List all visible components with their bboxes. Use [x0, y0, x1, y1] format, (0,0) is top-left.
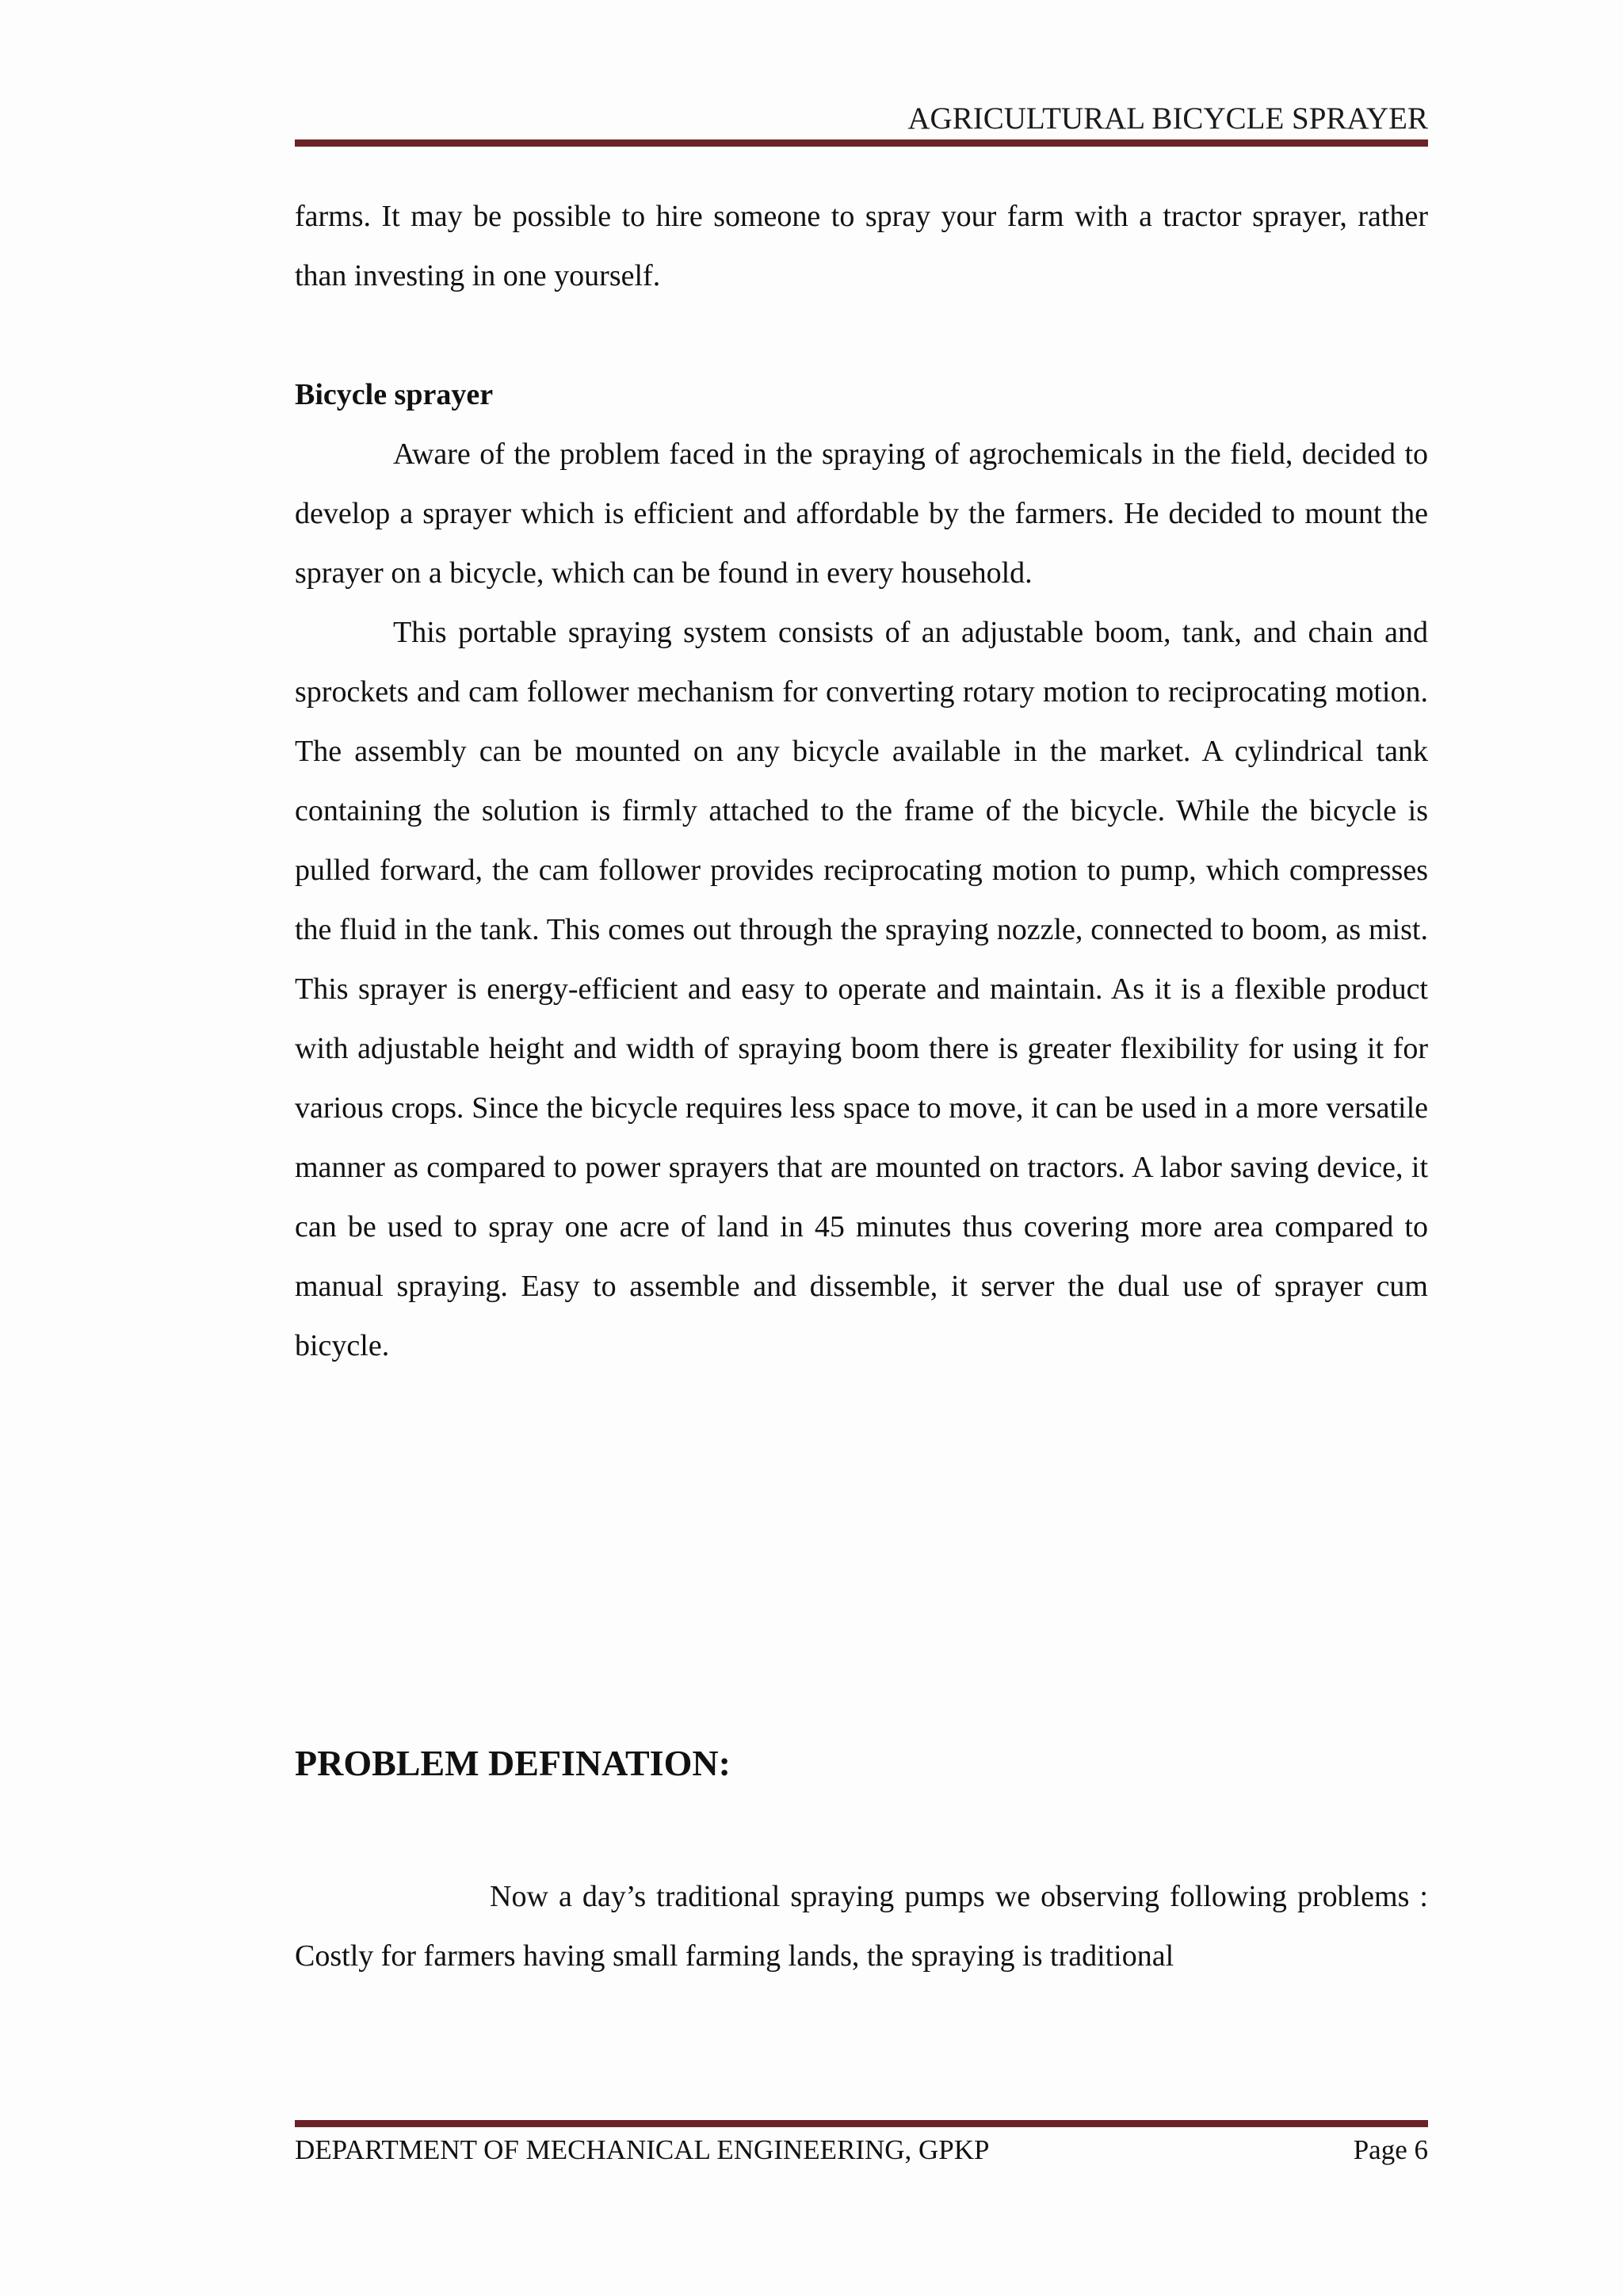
footer-department: DEPARTMENT OF MECHANICAL ENGINEERING, GPKP	[295, 2134, 990, 2165]
bicycle-sprayer-paragraph-2: This portable spraying system consists of an adjustable boom, tank, and chain and sprockets and cam follower mechanism for converting rotary motion to reciprocating motion. The assembly can be mounted on any bicycle available in the market. A cylindrical tank containing the solution is firmly attached to the frame of the bicycle. While the bicycle is pulled forward, the cam follower provides reciprocating motion to pump, which compresses the fluid in the tank. This comes out through the spraying nozzle, connected to boom, as mist. This sprayer is energy-efficient and easy to operate and maintain. As it is a flexible product with adjustable height and width of spraying boom there is greater flexibility for using it for various crops. Since the bicycle requires less space to move, it can be used in a more versatile manner as compared to power sprayers that are mounted on tractors. A labor saving device, it can be used to spray one acre of land in 45 minutes thus covering more area compared to manual spraying. Easy to assemble and dissemble, it server the dual use of sprayer cum bicycle.	[295, 616, 1428, 1362]
bicycle-sprayer-paragraph-1: Aware of the problem faced in the spraying of agrochemicals in the field, decided to develop a sprayer which is efficient and affordable by the farmers. He decided to mount the sprayer on a bicycle, which can be found in every household.	[295, 437, 1428, 590]
problem-paragraph: Now a day’s traditional spraying pumps we observing following problems : Costly for farmers having small farming lands, the spraying is traditional	[295, 1880, 1428, 1973]
bicycle-sprayer-heading: Bicycle sprayer	[295, 378, 494, 411]
problem-definition-heading: PROBLEM DEFINATION:	[295, 1743, 731, 1783]
running-header: AGRICULTURAL BICYCLE SPRAYER	[907, 101, 1428, 136]
header-rule	[295, 139, 1428, 147]
intro-paragraph: farms. It may be possible to hire someone to spray your farm with a tractor sprayer, rather than investing in one yourself.	[295, 200, 1428, 292]
page-number: Page 6	[1353, 2134, 1428, 2165]
running-footer	[295, 2125, 1428, 2176]
